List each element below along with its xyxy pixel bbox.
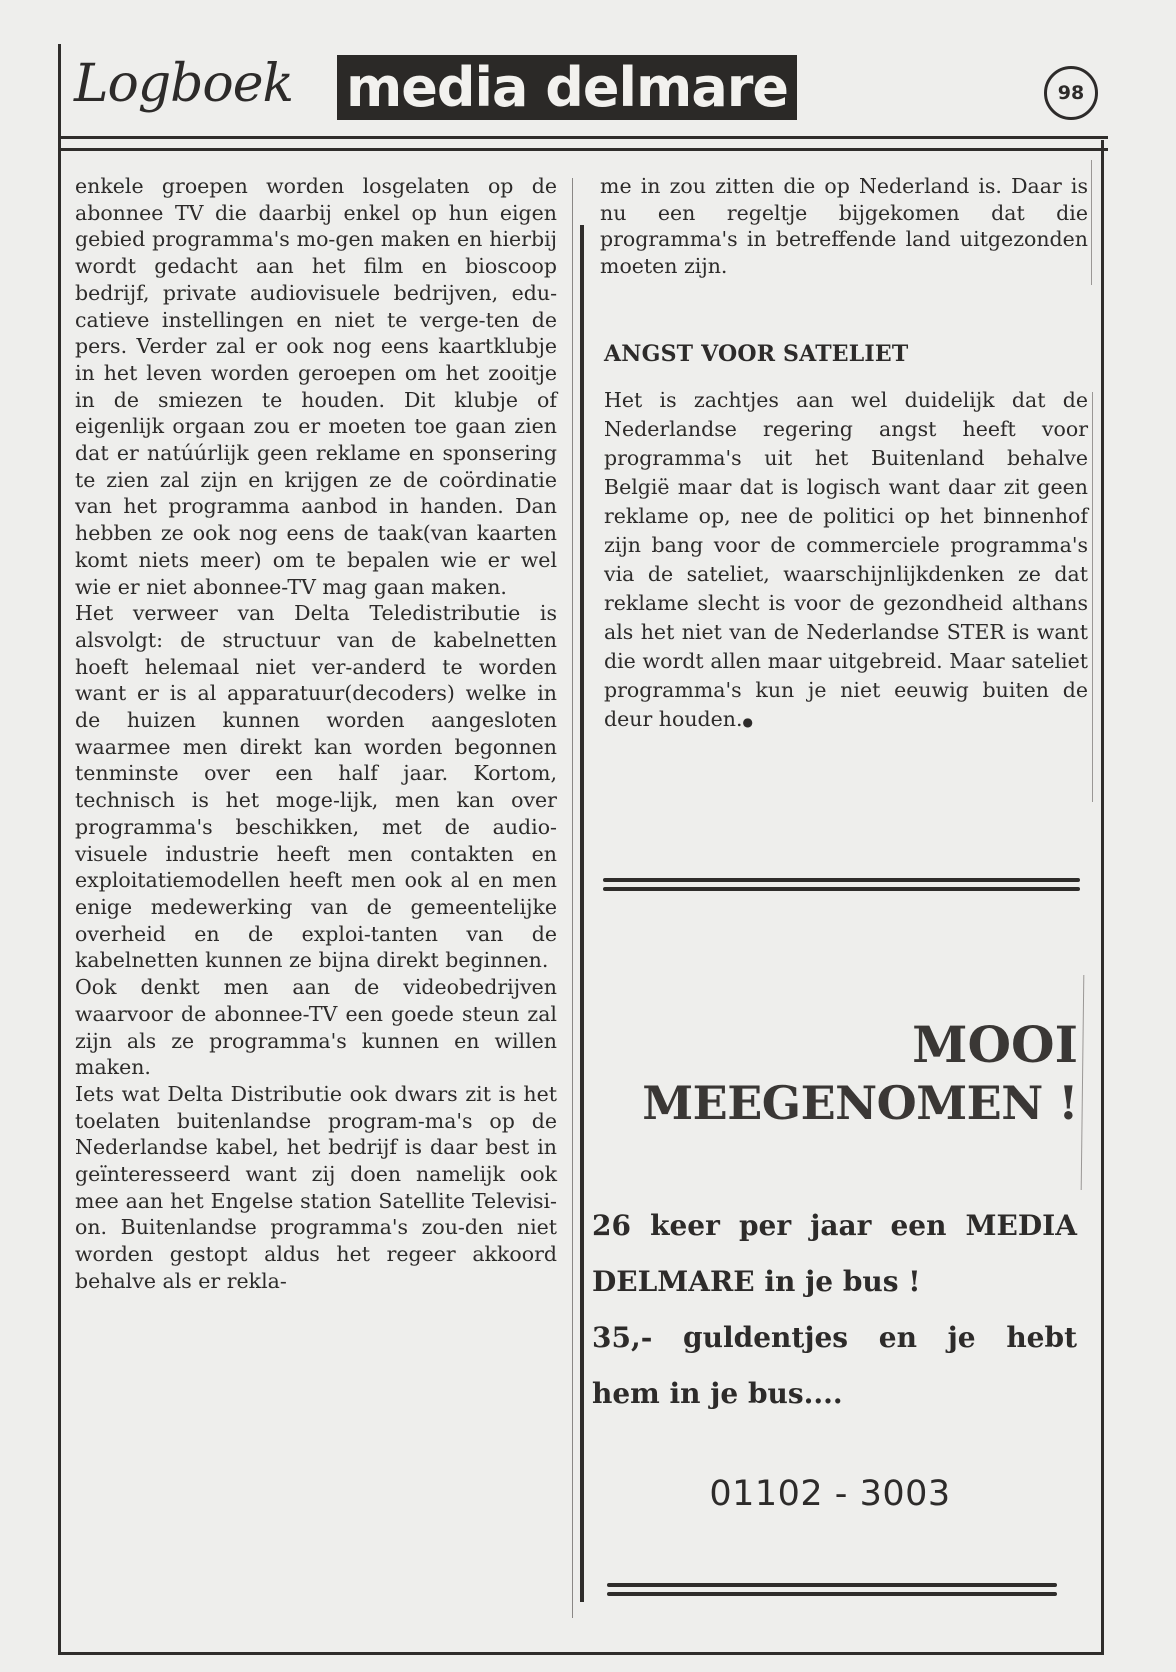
article-paragraph: Ook denkt men aan de videobedrijven waarvoor de abonnee-TV een goede steun zal zijn als ze programma's kunnen en willen maken. [75, 975, 557, 1080]
page-frame-bottom-rule [58, 1652, 1104, 1655]
section-body [604, 386, 1088, 737]
header-rule [58, 148, 1108, 151]
right-margin-rule [1091, 160, 1092, 285]
advert-line: 35,- guldentjes en je hebt [592, 1321, 1077, 1354]
page-header [60, 48, 1110, 140]
article-continuation: me in zou zitten die op Nederland is. Daar is nu een regeltje bijgekomen dat die programma's in betreffende land uitgezonden moeten zijn. [600, 174, 1088, 279]
advert-bottom-rule [607, 1583, 1057, 1587]
advert-headline: MEEGENOMEN ! [642, 1076, 1078, 1130]
advert-body [592, 1198, 1077, 1422]
article-paragraph: Iets wat Delta Distributie ook dwars zit is het toelaten buitenlandse program-ma's op de Nederlandse kabel, het bedrijf is daar best in geïnteresseerd want zij doen namelijk ook mee aan het Engelse station Satellite Televisi-on. Buitenlandse programma's zou-den niet worden gestopt aldus het regeer akkoord behalve als er rekla- [75, 1081, 557, 1293]
page-frame-right-rule [1101, 140, 1104, 1655]
page-frame-left-rule [58, 44, 61, 1654]
advert-margin-rule [1081, 975, 1085, 1190]
article-paragraph: Het verweer van Delta Teledistributie is alsvolgt: de structuur van de kabelnetten hoeft helemaal niet ver-anderd te worden want er is al apparatuur(decoders) welke in de huizen kunnen worden aangesloten waarmee men direkt kan worden begonnen tenminste over een half jaar. Kortom, technisch is het moge-lijk, men kan over programma's beschikken, met de audio-visuele industrie heeft men contakten en exploitatiemodellen heeft men ook al en men enige medewerking van de gemeentelijke overheid en de exploi-tanten van de kabelnetten kunnen ze bijna direkt beginnen. [75, 601, 557, 973]
advert-bottom-rule [607, 1592, 1057, 1596]
advert-top-rule [603, 878, 1080, 882]
column-divider-thick [580, 225, 584, 1602]
end-mark-icon: ● [742, 715, 753, 729]
advert-top-rule [603, 887, 1080, 891]
article-left-column [75, 173, 557, 1295]
column-divider-thin [572, 178, 573, 1618]
advert-phone-number: 01102 - 3003 [709, 1474, 951, 1514]
advert-line: DELMARE in je bus ! [592, 1265, 921, 1298]
header-rule [58, 136, 1108, 139]
masthead-title: media delmare [345, 55, 789, 119]
article-right-column [600, 173, 1088, 280]
section-heading: ANGST VOOR SATELIET [604, 341, 909, 367]
page-number-badge [1044, 66, 1098, 120]
advert-line: 26 keer per jaar een MEDIA [592, 1209, 1077, 1242]
page-number: 98 [1057, 82, 1085, 104]
right-margin-rule [1092, 392, 1093, 802]
article-paragraph: enkele groepen worden losgelaten op de abonnee TV die daarbij enkel op hun eigen gebied programma's mo-gen maken en hierbij wordt gedacht aan het film en bioscoop bedrijf, private audiovisuele bedrijven, edu-catieve instellingen en niet te verge-ten de pers. Verder zal er ook nog eens kaartklubje in het leven worden geroepen om het zooitje in de smiezen te houden. Dit klubje of eigenlijk orgaan zou er moeten toe gaan zien dat er natúúrlijk geen reklame en sponsering te zien zal zijn en krijgen ze de coördinatie van het programma aanbod in handen. Dan hebben ze ook nog eens de taak(van kaarten komt niets meer) om te bepalen wie er wel wie er niet abonnee-TV mag gaan maken. [75, 174, 557, 599]
advert-headline: MOOI [912, 1015, 1078, 1074]
logbook-title: Logboek [74, 54, 294, 114]
advert-line: hem in je bus.... [592, 1377, 843, 1410]
masthead-logo [337, 55, 797, 120]
section-body-text: Het is zachtjes aan wel duidelijk dat de Nederlandse regering angst heeft voor programma's uit het Buitenland behalve België maar dat is logisch want daar zit geen reklame op, nee de politici op het binnenhof zijn bang voor de commerciele programma's via de sateliet, waarschijnlijkdenken ze dat reklame slecht is voor de gezondheid althans als het niet van de Nederlandse STER is want die wordt allen maar uitgebreid. Maar sateliet programma's kun je niet eeuwig buiten de deur houden. [604, 388, 1088, 731]
